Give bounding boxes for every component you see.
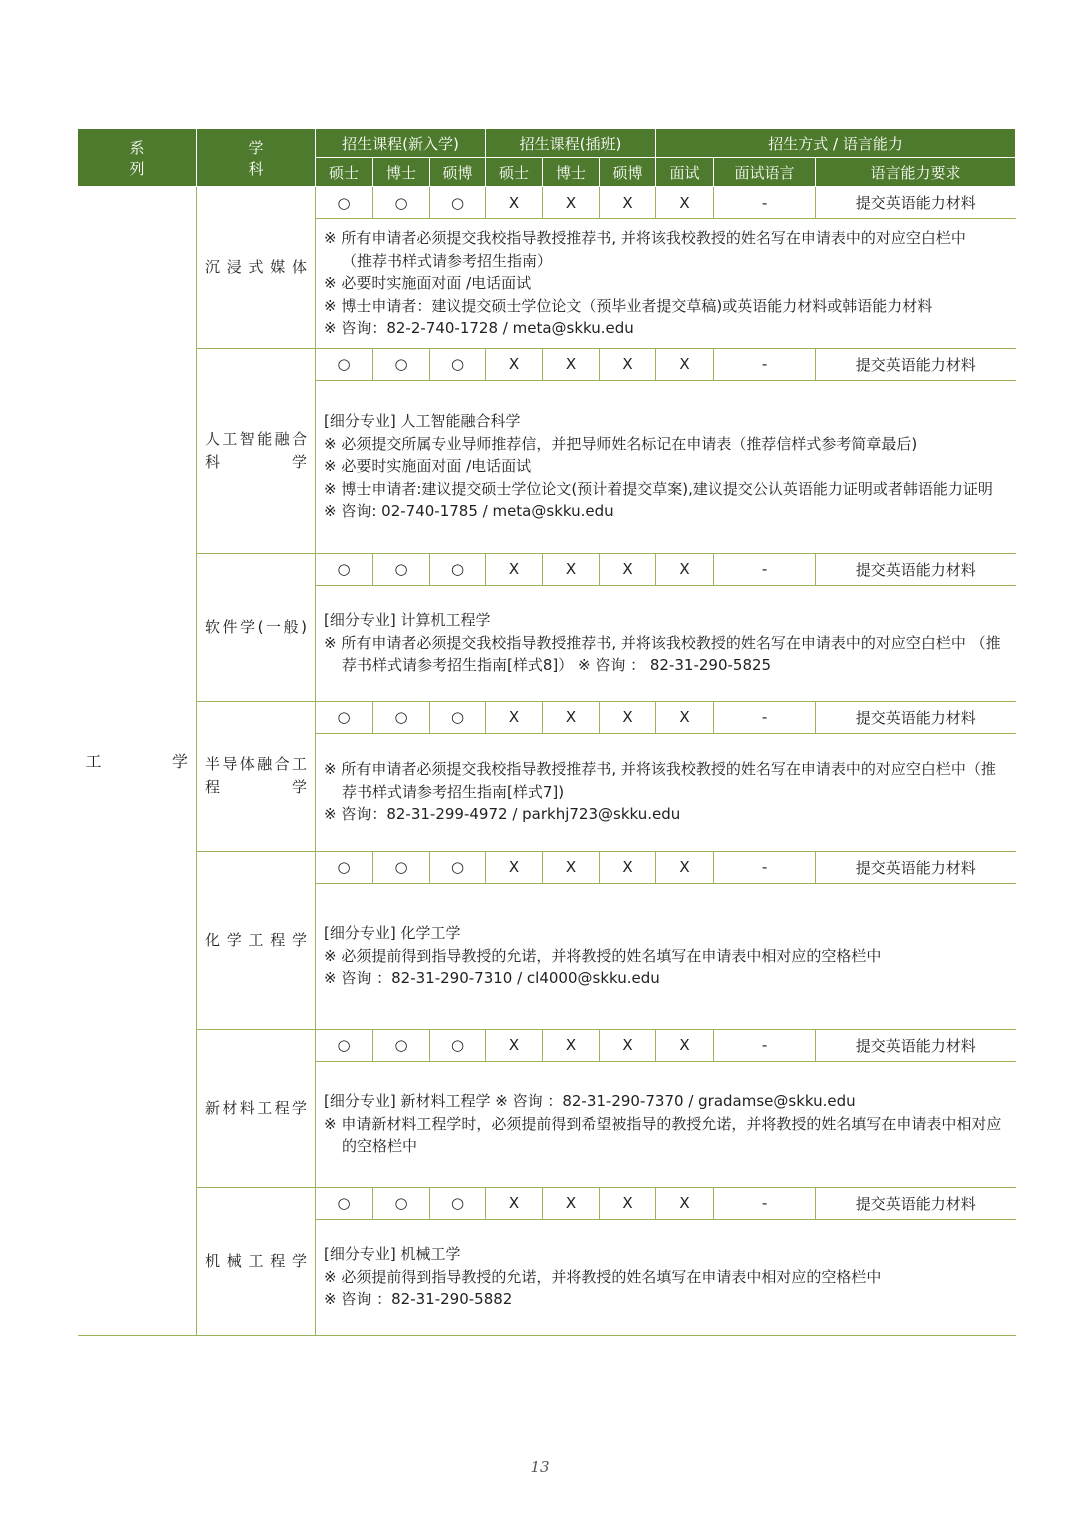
header-sub: 博士 [373,158,430,187]
note-line: ※ 必须提交所属专业导师推荐信，并把导师姓名标记在申请表（推荐信样式参考简章最后) [324,434,918,453]
mark-cell: X [543,187,600,219]
category-right: 学 [171,752,188,772]
subject-name: 沉浸式媒体 [205,257,307,276]
mark-cell: X [486,1029,543,1061]
note-line: ※ 所有申请者必须提交我校指导教授推荐书, 并将该我校教授的姓名写在申请表中的对应空白栏中 （推荐书样式请参考招生指南[样式8]） ※ 咨询 ： 82-31-290-5825 [324,633,1001,675]
mark-cell: X [656,851,714,883]
note-line: ※ 必要时实施面对面 /电话面试 [324,274,532,292]
note-line: ※ 必要时实施面对面 /电话面试 [324,457,532,476]
subject-name: 化学工程学 [205,930,307,949]
mark-cell: X [656,187,714,219]
mark-cell: - [714,348,816,380]
mark-cell: - [714,1187,816,1219]
mark-cell: X [543,1187,600,1219]
header-sub: 面试 [656,158,714,187]
mark-cell: ○ [373,851,430,883]
subject-name: 人工智能融合科学 [205,429,307,471]
mark-cell: ○ [373,553,430,585]
mark-cell: X [486,851,543,883]
note-line: ※ 博士申请者:建议提交硕士学位论文(预计着提交草案),建议提交公认英语能力证明或者韩语能力证明 [324,479,993,498]
mark-cell: ○ [430,348,486,380]
header-sub: 博士 [543,158,600,187]
page-number: 13 [530,1458,550,1476]
header-series: 系 列 [78,129,197,187]
subject-cell [197,851,316,1029]
mark-cell: X [543,851,600,883]
mark-cell: X [486,1187,543,1219]
header-sub: 硕士 [316,158,373,187]
mark-cell: 提交英语能力材料 [816,851,1016,883]
notes-cell [316,883,1016,1029]
notes-cell [316,1219,1016,1335]
note-line: ※ 咨询: 02-740-1785 / meta@skku.edu [324,502,614,521]
mark-cell: 提交英语能力材料 [816,1029,1016,1061]
mark-cell: X [486,187,543,219]
mark-cell: - [714,1029,816,1061]
header-group-transfer: 招生课程(插班) [486,129,656,158]
mark-cell: ○ [316,851,373,883]
header-sub: 硕博 [430,158,486,187]
subject-name: 新材料工程学 [205,1098,307,1117]
subject-cell [197,1187,316,1335]
subject-cell [197,701,316,851]
mark-cell: X [543,1029,600,1061]
category-left: 工 [85,752,102,772]
mark-cell: 提交英语能力材料 [816,348,1016,380]
mark-cell: X [600,1187,656,1219]
note-line: ※ 申请新材料工程学时，必须提前得到希望被指导的教授允诺，并将教授的姓名填写在申请表中相对应的空格栏中 [324,1114,1002,1156]
mark-cell: ○ [430,187,486,219]
mark-cell: ○ [373,1029,430,1061]
mark-cell: ○ [373,187,430,219]
mark-cell: - [714,701,816,733]
mark-cell: 提交英语能力材料 [816,553,1016,585]
mark-cell: ○ [373,348,430,380]
note-line: ※ 咨询：82-31-299-4972 / parkhj723@skku.edu [324,805,681,824]
mark-cell: X [656,553,714,585]
mark-cell: X [486,701,543,733]
note-line: ※ 博士申请者：建议提交硕士学位论文（预毕业者提交草稿)或英语能力材料或韩语能力材料 [324,296,933,315]
mark-cell: ○ [430,1187,486,1219]
note-line: ※ 所有申请者必须提交我校指导教授推荐书, 并将该我校教授的姓名写在申请表中的对应空白栏中 [324,229,966,247]
notes-cell [316,1061,1016,1187]
note-line: [细分专业] 机械工学 [324,1245,461,1264]
mark-cell: 提交英语能力材料 [816,1187,1016,1219]
mark-cell: ○ [316,348,373,380]
mark-cell: X [543,553,600,585]
note-line: ※ 咨询 ：82-31-290-5882 [324,1290,513,1309]
mark-cell: X [543,701,600,733]
mark-cell: ○ [373,1187,430,1219]
mark-cell: ○ [316,1187,373,1219]
admissions-table [77,128,1016,1336]
mark-cell: X [600,1029,656,1061]
header-group-new: 招生课程(新入学) [316,129,486,158]
mark-cell: ○ [316,553,373,585]
note-line: ※ 咨询 ：82-31-290-7310 / cl4000@skku.edu [324,969,660,988]
notes-cell [316,733,1016,851]
mark-cell: X [600,348,656,380]
note-line: [细分专业] 计算机工程学 [324,611,491,630]
mark-cell: 提交英语能力材料 [816,701,1016,733]
note-line: （推荐书样式请参考招生指南） [342,251,553,270]
category-cell [78,187,197,1336]
mark-cell: X [600,851,656,883]
notes-cell [316,585,1016,701]
note-line: ※ 咨询：82-2-740-1728 / meta@skku.edu [324,319,634,337]
notes-cell [316,219,1016,349]
subject-cell [197,348,316,553]
subject-name: 软件学(一般) [205,617,307,636]
mark-cell: - [714,851,816,883]
mark-cell: ○ [316,1029,373,1061]
notes-cell [316,380,1016,553]
subject-cell [197,553,316,701]
mark-cell: X [486,553,543,585]
mark-cell: ○ [430,553,486,585]
subject-cell [197,1029,316,1187]
note-line: ※ 所有申请者必须提交我校指导教授推荐书, 并将该我校教授的姓名写在申请表中的对应空白栏中（推荐书样式请参考招生指南[样式7]) [324,760,996,801]
mark-cell: ○ [373,701,430,733]
mark-cell: X [600,701,656,733]
subject-cell [197,187,316,349]
subject-name: 半导体融合工程学 [205,755,307,796]
mark-cell: ○ [430,1029,486,1061]
header-sub: 硕士 [486,158,543,187]
mark-cell: - [714,187,816,219]
mark-cell: X [656,701,714,733]
mark-cell: X [656,348,714,380]
note-line: ※ 必须提前得到指导教授的允诺，并将教授的姓名填写在申请表中相对应的空格栏中 [324,1267,882,1286]
mark-cell: X [600,187,656,219]
note-line: [细分专业] 新材料工程学 ※ 咨询 ：82-31-290-7370 / gradamse@skku.edu [324,1092,856,1111]
mark-cell: ○ [316,187,373,219]
mark-cell: X [486,348,543,380]
mark-cell: - [714,553,816,585]
mark-cell: X [656,1029,714,1061]
note-line: ※ 必须提前得到指导教授的允诺，并将教授的姓名填写在申请表中相对应的空格栏中 [324,946,882,965]
mark-cell: ○ [316,701,373,733]
header-sub: 面试语言 [714,158,816,187]
mark-cell: ○ [430,851,486,883]
mark-cell: X [656,1187,714,1219]
header-sub: 语言能力要求 [816,158,1016,187]
note-line: [细分专业] 化学工学 [324,924,461,943]
mark-cell: X [543,348,600,380]
subject-name: 机械工程学 [205,1251,307,1270]
mark-cell: X [600,553,656,585]
note-line: [细分专业] 人工智能融合科学 [324,412,521,431]
mark-cell: ○ [430,701,486,733]
header-subject: 学 科 [197,129,316,187]
header-group-method: 招生方式 / 语言能力 [656,129,1016,158]
header-sub: 硕博 [600,158,656,187]
mark-cell: 提交英语能力材料 [816,187,1016,219]
